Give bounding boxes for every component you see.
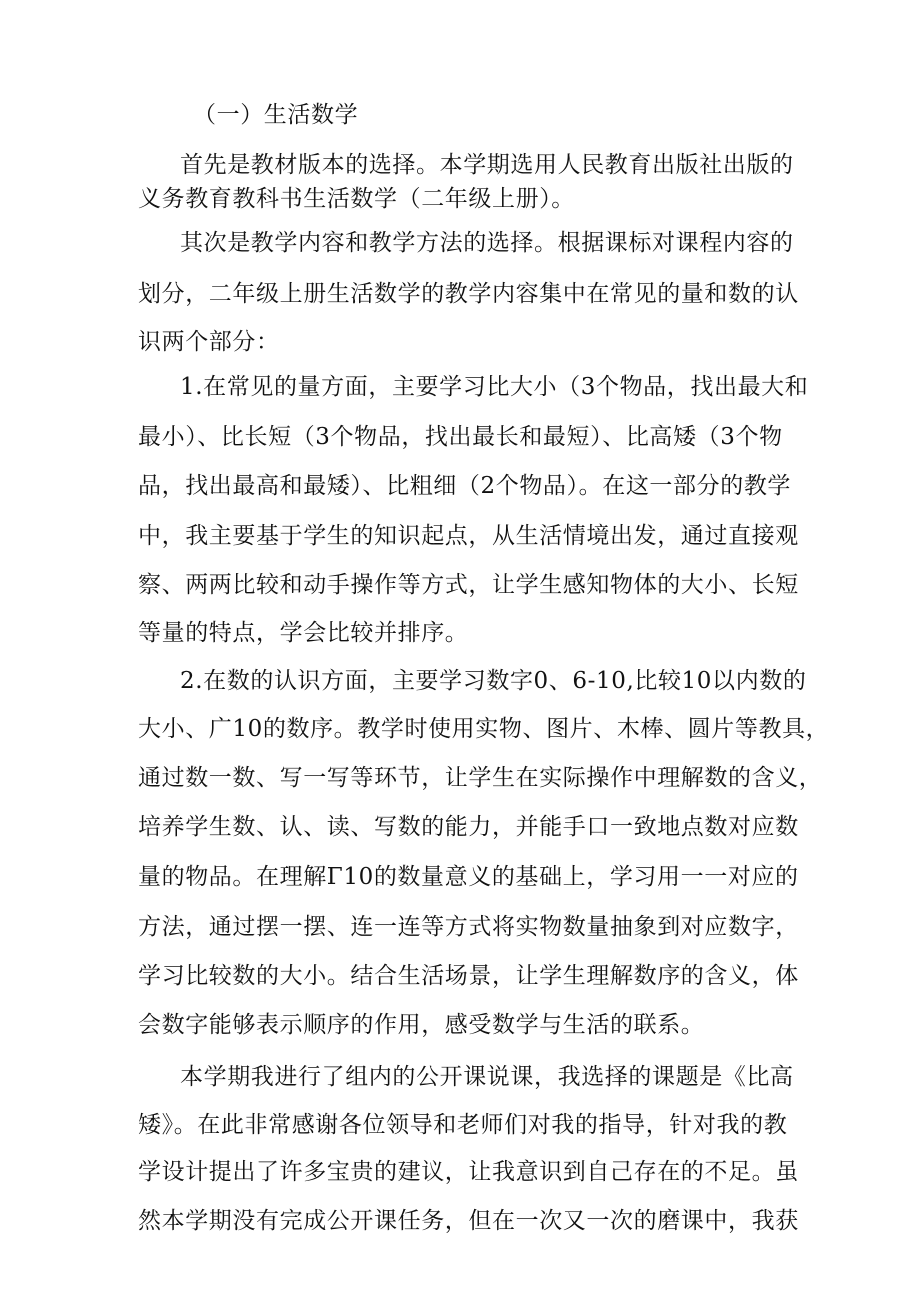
text-line: 品，找出最高和最矮）、比粗细（2个物品）。在这一部分的教学 [138, 473, 792, 499]
text-line: 1.在常见的量方面，主要学习比大小（3个物品，找出最大和 [180, 374, 809, 400]
text-line: 大小、广10的数序。教学时使用实物、图片、木棒、圆片等教具， [138, 716, 830, 742]
text-line: 义务教育教科书生活数学（二年级上册）。 [138, 186, 575, 212]
text-line: 矮》。在此非常感谢各位领导和老师们对我的指导，针对我的教 [138, 1112, 788, 1138]
text-line: 培养学生数、认、读、写数的能力，并能手口一致地点数对应数 [138, 814, 799, 840]
text-line: 2.在数的认识方面，主要学习数字0、6-10,比较10以内数的 [180, 668, 807, 694]
text-line: 察、两两比较和动手操作等方式，让学生感知物体的大小、长短 [138, 572, 799, 598]
text-line: 等量的特点，学会比较并排序。 [138, 620, 469, 646]
text-line: 学习比较数的大小。结合生活场景，让学生理解数序的含义，体 [138, 963, 799, 989]
text-line: 划分，二年级上册生活数学的教学内容集中在常见的量和数的认 [138, 281, 799, 307]
text-line: 学设计提出了许多宝贵的建议，让我意识到自己存在的不足。虽 [138, 1159, 799, 1185]
text-line: 最小）、比长短（3个物品，找出最长和最短）、比高矮（3个物 [138, 424, 783, 450]
text-line: 会数字能够表示顺序的作用，感受数学与生活的联系。 [138, 1012, 705, 1038]
text-line: 通过数一数、写一写等环节，让学生在实际操作中理解数的含义， [138, 765, 823, 791]
text-line: 其次是教学内容和教学方法的选择。根据课标对课程内容的 [180, 230, 794, 256]
text-line: 中，我主要基于学生的知识起点，从生活情境出发，通过直接观 [138, 523, 799, 549]
text-line: 方法，通过摆一摆、连一连等方式将实物数量抽象到对应数字， [138, 914, 799, 940]
text-line: 识两个部分： [138, 329, 280, 355]
section-heading: （一）生活数学 [193, 102, 359, 128]
text-line: 量的物品。在理解Γ10的数量意义的基础上，学习用一一对应的 [138, 864, 799, 890]
text-line: 然本学期没有完成公开课任务，但在一次又一次的磨课中，我获 [138, 1208, 799, 1234]
text-line: 本学期我进行了组内的公开课说课，我选择的课题是《比高 [180, 1064, 794, 1090]
text-line: 首先是教材版本的选择。本学期选用人民教育出版社出版的 [180, 152, 794, 178]
